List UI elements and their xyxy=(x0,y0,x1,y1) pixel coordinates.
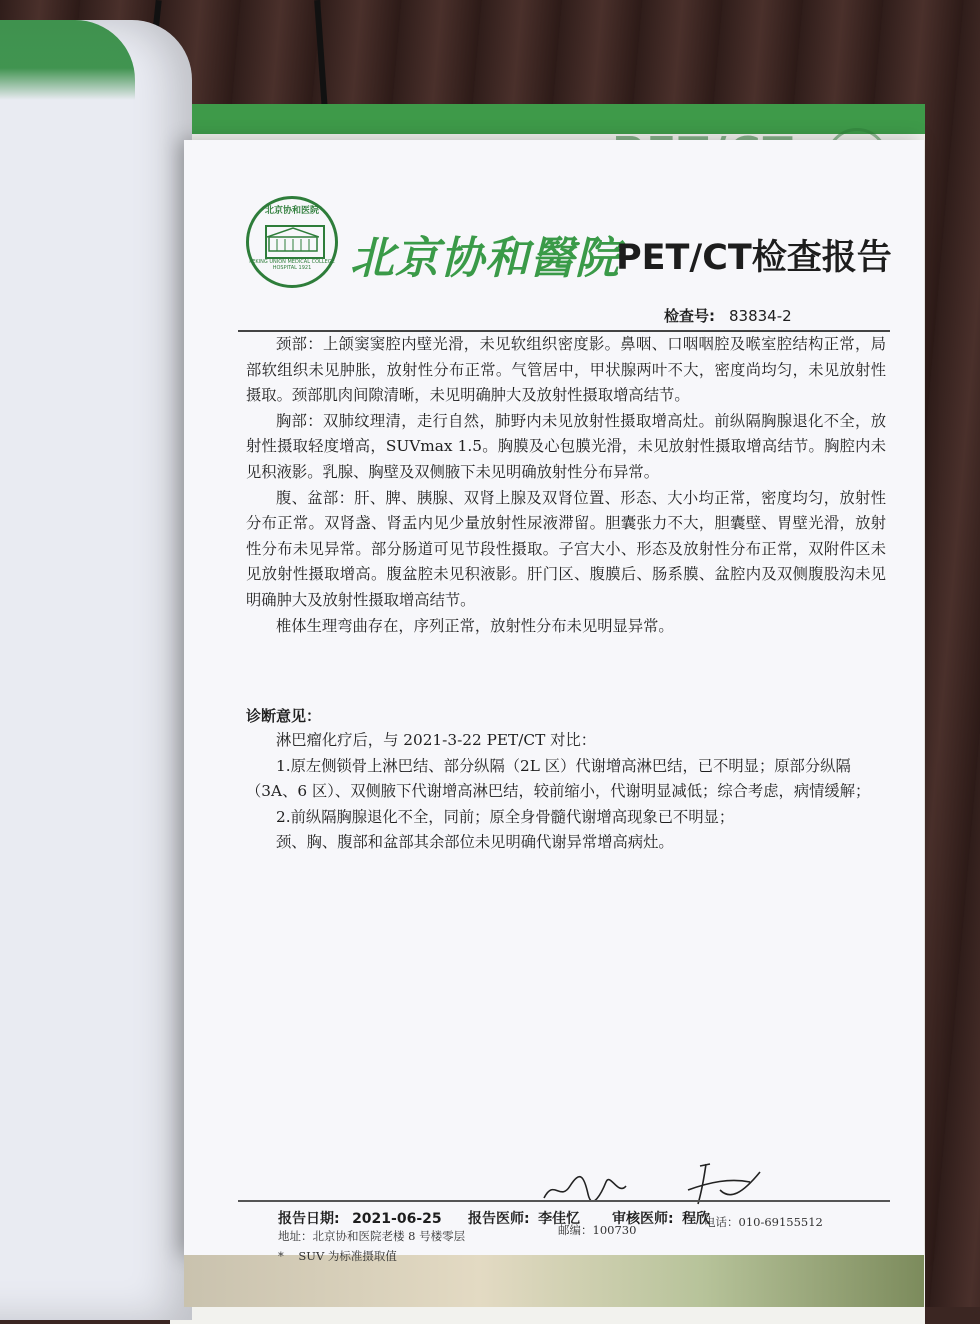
exam-number-row xyxy=(664,305,792,326)
logo-building-icon xyxy=(265,225,325,259)
left-page-green-band xyxy=(0,20,135,100)
diagnosis-line: 1.原左侧锁骨上淋巴结、部分纵隔（2L 区）代谢增高淋巴结，已不明显；原部分纵隔（3A、6 区）、双侧腋下代谢增高淋巴结，较前缩小，代谢明显减低；综合考虑，病情缓解； xyxy=(246,756,871,801)
diagnosis-line: 淋巴瘤化疗后，与 2021-3-22 PET/CT 对比： xyxy=(276,731,597,749)
hospital-name: 北京协和醫院 xyxy=(350,233,620,284)
exam-number-label: 检查号: xyxy=(664,307,715,325)
findings-paragraph: 腹、盆部：肝、脾、胰腺、双肾上腺及双肾位置、形态、大小均正常，密度均匀，放射性分布正常。双肾盏、肾盂内见少量放射性尿液滞留。胆囊张力不大，胆囊壁、胃壁光滑，放射性分布未见异常。部分肠道可见节段性摄取。子宫大小、形态及放射性分布正常，双附件区未见放射性摄取增高。腹盆腔未见积液影。肝门区、腹膜后、肠系膜、盆腔内及双侧腹股沟未见明确肿大及放射性摄取增高结节。 xyxy=(246,488,886,609)
report-page xyxy=(184,140,924,1255)
curled-left-page xyxy=(0,20,192,1320)
postcode-label: 邮编： xyxy=(558,1223,593,1237)
findings-section xyxy=(246,332,886,639)
findings-paragraph: 颈部：上颌窦窦腔内壁光滑，未见软组织密度影。鼻咽、口咽咽腔及喉室腔结构正常，局部软组织未见肿胀，放射性分布正常。气管居中，甲状腺两叶不大，密度尚均匀，未见放射性摄取。颈部肌肉间隙清晰，未见明确肿大及放射性摄取增高结节。 xyxy=(246,335,886,405)
exam-number-value: 83834-2 xyxy=(729,307,792,325)
review-doctor-name: 程欣 xyxy=(682,1211,711,1227)
report-doctor-label: 报告医师: xyxy=(468,1211,530,1227)
report-date xyxy=(278,1208,442,1228)
diagnosis-section xyxy=(246,728,886,856)
hospital-logo-icon xyxy=(246,196,338,288)
logo-text-top: 北京协和医院 xyxy=(264,206,319,216)
logo-text-bottom: PEKING UNION MEDICAL COLLEGE HOSPITAL 1921 xyxy=(249,259,335,271)
report-date-label: 报告日期: xyxy=(278,1211,340,1227)
suv-note: * SUV 为标准摄取值 xyxy=(278,1249,397,1263)
diagnosis-line: 颈、胸、腹部和盆部其余部位未见明确代谢异常增高病灶。 xyxy=(276,833,674,852)
findings-paragraph: 椎体生理弯曲存在，序列正常，放射性分布未见明显异常。 xyxy=(276,616,674,635)
address: 地址：北京协和医院老楼 8 号楼零层 xyxy=(278,1229,466,1243)
postcode xyxy=(558,1222,636,1238)
findings-paragraph: 胸部：双肺纹理清，走行自然，肺野内未见放射性摄取增高灶。前纵隔胸腺退化不全，放射性摄取轻度增高，SUVmax 1.5。胸膜及心包膜光滑，未见放射性摄取增高结节。胸腔内未见积液影。乳腺、胸壁及双侧腋下未见明确放射性分布异常。 xyxy=(246,411,886,481)
postcode-value: 100730 xyxy=(592,1223,637,1237)
diagnosis-line: 2.前纵隔胸腺退化不全，同前；原全身骨髓代谢增高现象已不明显； xyxy=(276,807,735,826)
report-date-value: 2021-06-25 xyxy=(352,1211,442,1227)
phone-value: 010-69155512 xyxy=(738,1215,823,1229)
diagnosis-heading: 诊断意见： xyxy=(246,707,322,725)
review-doctor-label: 审核医师: xyxy=(612,1211,674,1227)
report-title: PET/CT检查报告 xyxy=(616,238,892,278)
phone xyxy=(704,1214,823,1230)
footer-divider xyxy=(238,1200,890,1202)
report-doctor-signature-icon xyxy=(540,1172,630,1212)
phone-label: 电话： xyxy=(704,1215,739,1229)
report-doctor-name: 李佳忆 xyxy=(538,1211,581,1227)
